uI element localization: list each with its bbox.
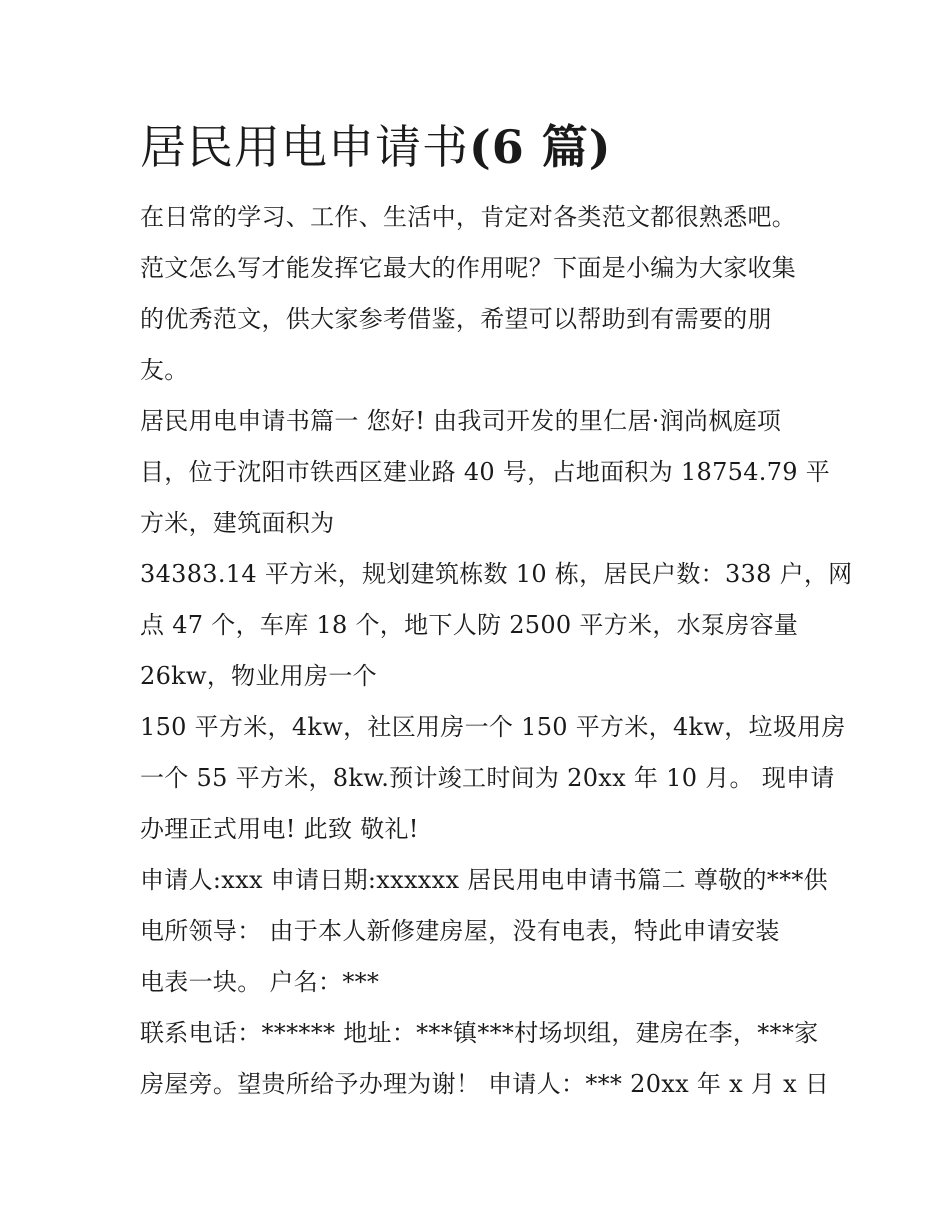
text-line: 范文怎么写才能发挥它最大的作用呢？下面是小编为大家收集	[140, 254, 797, 282]
text-line: 点 47 个，车库 18 个，地下人防 2500 平方米，水泵房容量	[140, 611, 799, 639]
text-line: 电所领导： 由于本人新修建房屋，没有电表，特此申请安装	[140, 917, 780, 945]
text-line: 在日常的学习、工作、生活中，肯定对各类范文都很熟悉吧。	[140, 203, 797, 231]
text-line: 的优秀范文，供大家参考借鉴，希望可以帮助到有需要的朋	[140, 305, 772, 333]
document-page	[140, 112, 853, 1110]
title-count: (6 篇)	[469, 120, 612, 174]
text-line: 26kw，物业用房一个	[140, 662, 377, 690]
building-stats-paragraph	[140, 549, 853, 702]
title-main: 居民用电申请书	[140, 120, 469, 174]
text-line: 居民用电申请书篇一 您好! 由我司开发的里仁居·润尚枫庭项	[140, 407, 782, 435]
text-line: 电表一块。 户名：***	[140, 968, 380, 996]
text-line: 办理正式用电! 此致 敬礼!	[140, 815, 419, 843]
article-one-paragraph	[140, 396, 831, 549]
text-line: 150 平方米，4kw，社区用房一个 150 平方米，4kw，垃圾用房	[140, 713, 846, 741]
text-line: 方米，建筑面积为	[140, 509, 335, 537]
article-two-paragraph	[140, 855, 828, 1008]
text-line: 目，位于沈阳市铁西区建业路 40 号，占地面积为 18754.79 平	[140, 458, 831, 486]
text-line: 申请人:xxx 申请日期:xxxxxx 居民用电申请书篇二 尊敬的***供	[140, 866, 828, 894]
text-line: 联系电话：****** 地址：***镇***村场坝组，建房在李，***家	[140, 1019, 819, 1047]
facilities-paragraph	[140, 702, 846, 855]
intro-paragraph	[140, 192, 820, 396]
document-title	[140, 112, 820, 182]
text-line: 友。	[140, 356, 189, 384]
contact-paragraph	[140, 1008, 830, 1110]
text-line: 房屋旁。望贵所给予办理为谢！ 申请人：*** 20xx 年 x 月 x 日	[140, 1070, 830, 1098]
text-line: 一个 55 平方米，8kw.预计竣工时间为 20xx 年 10 月。 现申请	[140, 764, 835, 792]
text-line: 34383.14 平方米，规划建筑栋数 10 栋，居民户数：338 户，网	[140, 560, 853, 588]
